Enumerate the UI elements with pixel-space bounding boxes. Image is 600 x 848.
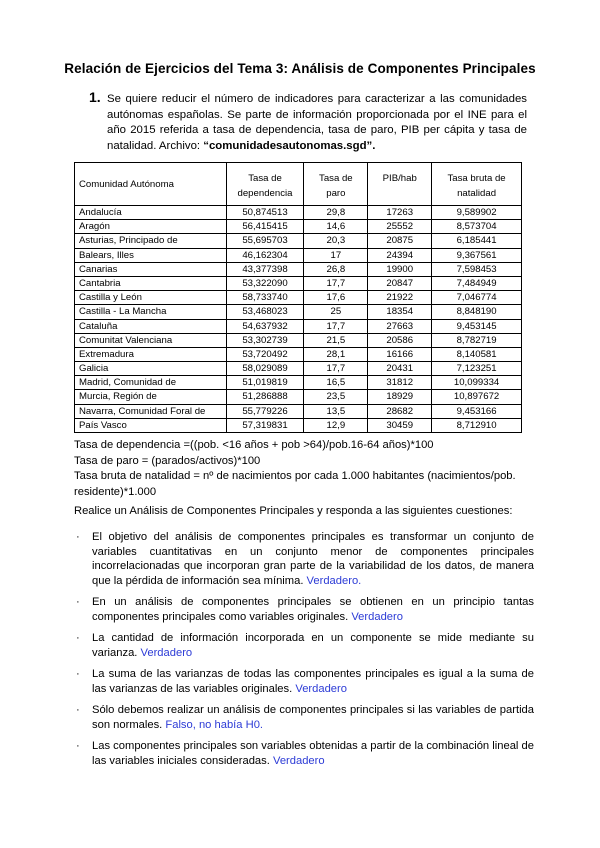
page-title: Relación de Ejercicios del Tema 3: Análisis de Componentes Principales [64, 61, 536, 76]
value-cell: 17,7 [304, 319, 368, 333]
column-header: PIB/hab [368, 163, 432, 206]
region-cell: Comunitat Valenciana [75, 333, 227, 347]
instructions: Realice un Análisis de Componentes Principales y responda a las siguientes cuestiones: [74, 505, 513, 517]
region-cell: Navarra, Comunidad Foral de [75, 404, 227, 418]
table-row [75, 248, 522, 262]
value-cell: 16,5 [304, 376, 368, 390]
statement-answer: Verdadero [351, 610, 403, 623]
value-cell: 27663 [368, 319, 432, 333]
value-cell: 8,848190 [432, 305, 522, 319]
table-header-row [75, 163, 522, 206]
value-cell: 58,029089 [226, 362, 304, 376]
statement-text: El objetivo del análisis de componentes principales es transformar un conjunto de variables cuantitativas en un conjunto menor de componentes principales incorrelacionadas que incorporan gran parte de la variabilidad de los datos, de manera que la pérdida de información sea mínima. [92, 531, 534, 587]
value-cell: 17,7 [304, 362, 368, 376]
question-file: “comunidadesautonomas.sgd”. [203, 139, 376, 152]
value-cell: 21922 [368, 291, 432, 305]
region-cell: Castilla y León [75, 291, 227, 305]
table-body [75, 206, 522, 433]
region-cell: Cataluña [75, 319, 227, 333]
statement-item [74, 739, 534, 768]
value-cell: 18354 [368, 305, 432, 319]
value-cell: 58,733740 [226, 291, 304, 305]
value-cell: 51,019819 [226, 376, 304, 390]
value-cell: 55,695703 [226, 234, 304, 248]
value-cell: 23,5 [304, 390, 368, 404]
value-cell: 25 [304, 305, 368, 319]
statement-text: En un análisis de componentes principales se obtienen en un principio tantas componentes principales como variables originales. [92, 596, 534, 623]
table-row [75, 305, 522, 319]
statement-answer: Falso, no había H0. [165, 718, 264, 731]
region-cell: Cantabria [75, 276, 227, 290]
value-cell: 20,3 [304, 234, 368, 248]
question-body: Se quiere reducir el número de indicadores para caracterizar a las comunidades autónomas españolas. Se parte de información proporcionada por el INE para el año 2015 referida a tasa de dependencia, tasa de paro, PIB per cápita y tasa de natalidad. Archivo: [107, 93, 527, 152]
value-cell: 29,8 [304, 206, 368, 220]
value-cell: 10,099334 [432, 376, 522, 390]
statement-item [74, 667, 534, 696]
statement-list [74, 530, 534, 775]
value-cell: 17263 [368, 206, 432, 220]
data-table [74, 162, 522, 433]
region-cell: Murcia, Región de [75, 390, 227, 404]
note: Tasa de paro = (parados/activos)*100 [74, 454, 261, 467]
bullet-icon: · [76, 740, 80, 752]
value-cell: 21,5 [304, 333, 368, 347]
statement-answer: Verdadero. [306, 574, 362, 587]
value-cell: 17,7 [304, 276, 368, 290]
value-cell: 18929 [368, 390, 432, 404]
region-cell: Balears, Illes [75, 248, 227, 262]
statement-answer: Verdadero [295, 682, 347, 695]
value-cell: 7,046774 [432, 291, 522, 305]
note: Tasa de dependencia =((pob. <16 años + pob >64)/pob.16-64 años)*100 [74, 439, 434, 451]
value-cell: 8,573704 [432, 220, 522, 234]
value-cell: 7,598453 [432, 262, 522, 276]
bullet-icon: · [76, 632, 80, 644]
column-header: Tasa de dependencia [226, 163, 304, 206]
note: Tasa bruta de natalidad = nº de nacimientos por cada 1.000 habitantes (nacimientos/pob. residente)*1.000 [74, 470, 516, 498]
bullet-icon: · [76, 668, 80, 680]
value-cell: 6,185441 [432, 234, 522, 248]
bullet-icon: · [76, 531, 80, 543]
column-header: Tasa de paro [304, 163, 368, 206]
value-cell: 57,319831 [226, 418, 304, 432]
value-cell: 53,302739 [226, 333, 304, 347]
value-cell: 20847 [368, 276, 432, 290]
statement-answer: Verdadero [272, 754, 325, 767]
region-cell: Galicia [75, 362, 227, 376]
table-row [75, 276, 522, 290]
value-cell: 14,6 [304, 220, 368, 234]
statement-text: Sólo debemos realizar un análisis de componentes principales si las variables de partida son normales. [92, 704, 534, 731]
table-row [75, 262, 522, 276]
region-cell: Asturias, Principado de [75, 234, 227, 248]
value-cell: 20875 [368, 234, 432, 248]
value-cell: 9,453166 [432, 404, 522, 418]
region-cell: Extremadura [75, 347, 227, 361]
value-cell: 28,1 [304, 347, 368, 361]
definitions [74, 438, 534, 500]
table-row [75, 234, 522, 248]
region-cell: Madrid, Comunidad de [75, 376, 227, 390]
column-header: Tasa bruta de natalidad [432, 163, 522, 206]
statement-text: Las componentes principales son variables obtenidas a partir de la combinación lineal de las variables iniciales consideradas. [92, 740, 534, 767]
table-row [75, 362, 522, 376]
value-cell: 51,286888 [226, 390, 304, 404]
region-cell: Aragón [75, 220, 227, 234]
table-row [75, 220, 522, 234]
value-cell: 53,322090 [226, 276, 304, 290]
value-cell: 46,162304 [226, 248, 304, 262]
table-row [75, 390, 522, 404]
region-cell: Castilla - La Mancha [75, 305, 227, 319]
value-cell: 9,367561 [432, 248, 522, 262]
statement-text: La suma de las varianzas de todas las componentes principales es igual a la suma de las varianzas de las variables originales. [92, 668, 534, 695]
value-cell: 9,453145 [432, 319, 522, 333]
value-cell: 7,484949 [432, 276, 522, 290]
statement-item [74, 530, 534, 588]
table-row [75, 376, 522, 390]
value-cell: 19900 [368, 262, 432, 276]
table-row [75, 404, 522, 418]
question-text [107, 92, 527, 154]
value-cell: 56,415415 [226, 220, 304, 234]
value-cell: 7,123251 [432, 362, 522, 376]
region-cell: Canarias [75, 262, 227, 276]
value-cell: 8,782719 [432, 333, 522, 347]
value-cell: 31812 [368, 376, 432, 390]
statement-answer: Verdadero [140, 646, 193, 659]
value-cell: 17,6 [304, 291, 368, 305]
question-number: 1. [89, 89, 101, 105]
value-cell: 24394 [368, 248, 432, 262]
value-cell: 53,468023 [226, 305, 304, 319]
value-cell: 54,637932 [226, 319, 304, 333]
table-row [75, 291, 522, 305]
value-cell: 17 [304, 248, 368, 262]
value-cell: 55,779226 [226, 404, 304, 418]
column-header: Comunidad Autónoma [75, 163, 227, 206]
value-cell: 43,377398 [226, 262, 304, 276]
bullet-icon: · [76, 596, 80, 608]
value-cell: 25552 [368, 220, 432, 234]
region-cell: Andalucía [75, 206, 227, 220]
table-row [75, 418, 522, 432]
bullet-icon: · [76, 704, 80, 716]
value-cell: 26,8 [304, 262, 368, 276]
value-cell: 50,874513 [226, 206, 304, 220]
value-cell: 53,720492 [226, 347, 304, 361]
region-cell: País Vasco [75, 418, 227, 432]
statement-item [74, 703, 534, 732]
statement-item [74, 631, 534, 660]
value-cell: 13,5 [304, 404, 368, 418]
table-row [75, 333, 522, 347]
value-cell: 8,140581 [432, 347, 522, 361]
statement-item [74, 595, 534, 624]
table-row [75, 319, 522, 333]
value-cell: 9,589902 [432, 206, 522, 220]
value-cell: 10,897672 [432, 390, 522, 404]
value-cell: 28682 [368, 404, 432, 418]
statement-text: La cantidad de información incorporada en un componente se mide mediante su varianza. [92, 632, 534, 659]
value-cell: 16166 [368, 347, 432, 361]
value-cell: 20431 [368, 362, 432, 376]
table-row [75, 206, 522, 220]
value-cell: 30459 [368, 418, 432, 432]
value-cell: 20586 [368, 333, 432, 347]
value-cell: 12,9 [304, 418, 368, 432]
table-row [75, 347, 522, 361]
value-cell: 8,712910 [432, 418, 522, 432]
